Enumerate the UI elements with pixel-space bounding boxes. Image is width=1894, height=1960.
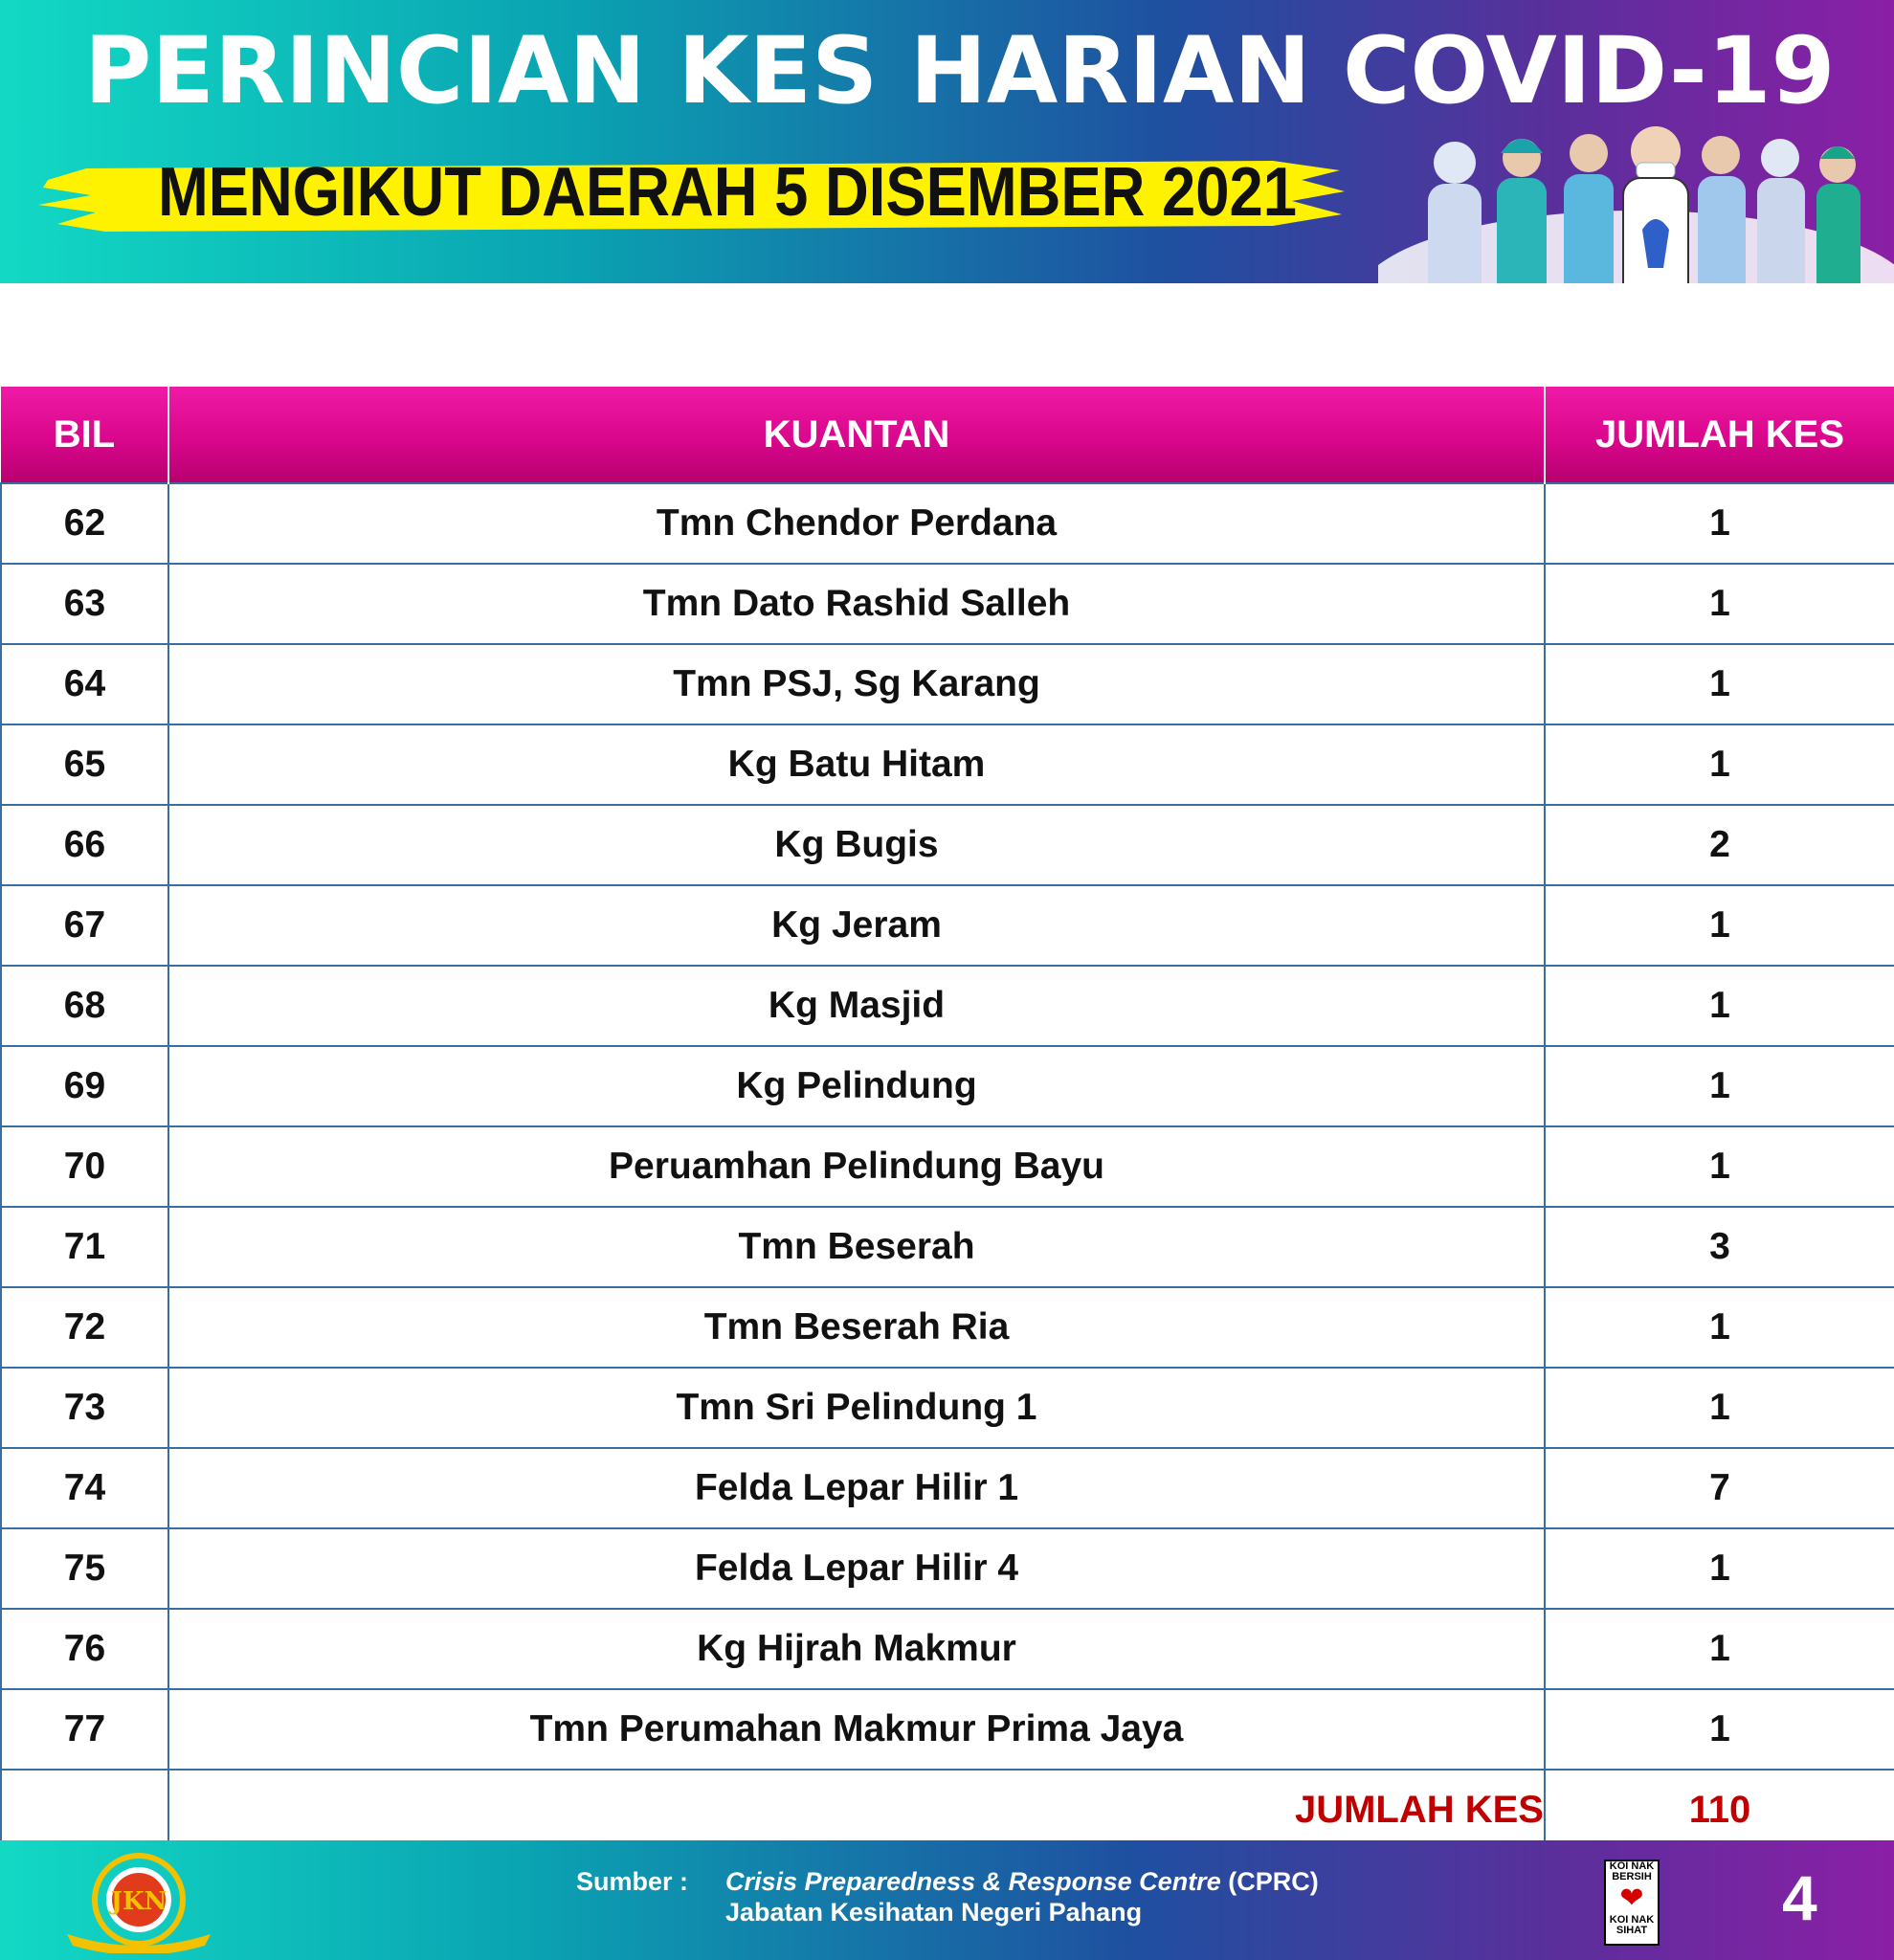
row-count: 3 bbox=[1545, 1207, 1894, 1287]
row-location: Felda Lepar Hilir 1 bbox=[168, 1448, 1545, 1528]
spacer-band bbox=[0, 283, 1894, 387]
row-location: Peruamhan Pelindung Bayu bbox=[168, 1126, 1545, 1207]
koi-top-text: KOI NAK BERSIH bbox=[1609, 1860, 1655, 1882]
row-bil: 67 bbox=[1, 885, 168, 966]
row-bil: 63 bbox=[1, 564, 168, 644]
source-line-1 bbox=[725, 1867, 1319, 1897]
table-row bbox=[1, 1046, 1894, 1126]
row-count: 2 bbox=[1545, 805, 1894, 885]
table-row bbox=[1, 483, 1894, 564]
row-bil: 74 bbox=[1, 1448, 168, 1528]
row-bil: 77 bbox=[1, 1689, 168, 1770]
table-row bbox=[1, 564, 1894, 644]
row-bil: 64 bbox=[1, 644, 168, 724]
row-location: Tmn Sri Pelindung 1 bbox=[168, 1368, 1545, 1448]
source-name: Crisis Preparedness & Response Centre bbox=[725, 1867, 1221, 1896]
row-location: Felda Lepar Hilir 4 bbox=[168, 1528, 1545, 1609]
row-count: 1 bbox=[1545, 1368, 1894, 1448]
row-count: 1 bbox=[1545, 724, 1894, 805]
total-label: JUMLAH KES bbox=[168, 1770, 1545, 1850]
column-header-district: KUANTAN bbox=[168, 387, 1545, 483]
row-bil: 66 bbox=[1, 805, 168, 885]
row-count: 7 bbox=[1545, 1448, 1894, 1528]
table-row bbox=[1, 644, 1894, 724]
table-row bbox=[1, 1207, 1894, 1287]
row-bil: 73 bbox=[1, 1368, 168, 1448]
table-row bbox=[1, 1689, 1894, 1770]
table-row bbox=[1, 724, 1894, 805]
table-row bbox=[1, 1609, 1894, 1689]
row-count: 1 bbox=[1545, 644, 1894, 724]
row-count: 1 bbox=[1545, 885, 1894, 966]
row-bil: 76 bbox=[1, 1609, 168, 1689]
table-row bbox=[1, 805, 1894, 885]
row-location: Kg Bugis bbox=[168, 805, 1545, 885]
source-line-2: Jabatan Kesihatan Negeri Pahang bbox=[725, 1898, 1143, 1927]
total-empty-cell bbox=[1, 1770, 168, 1850]
header-banner bbox=[0, 0, 1894, 283]
table-row bbox=[1, 885, 1894, 966]
row-count: 1 bbox=[1545, 1287, 1894, 1368]
total-value: 110 bbox=[1545, 1770, 1894, 1850]
row-bil: 65 bbox=[1, 724, 168, 805]
column-header-bil: BIL bbox=[1, 387, 168, 483]
row-location: Kg Jeram bbox=[168, 885, 1545, 966]
row-location: Tmn Beserah Ria bbox=[168, 1287, 1545, 1368]
table-row bbox=[1, 1126, 1894, 1207]
row-location: Kg Masjid bbox=[168, 966, 1545, 1046]
row-count: 1 bbox=[1545, 564, 1894, 644]
cases-table bbox=[0, 387, 1894, 1851]
row-count: 1 bbox=[1545, 483, 1894, 564]
table-header-row bbox=[1, 387, 1894, 483]
page-number: 4 bbox=[1782, 1862, 1817, 1933]
row-bil: 69 bbox=[1, 1046, 168, 1126]
table-row bbox=[1, 966, 1894, 1046]
table-row bbox=[1, 1528, 1894, 1609]
row-location: Kg Batu Hitam bbox=[168, 724, 1545, 805]
row-bil: 71 bbox=[1, 1207, 168, 1287]
page-subtitle: MENGIKUT DAERAH 5 DISEMBER 2021 bbox=[158, 154, 1297, 231]
table-row bbox=[1, 1448, 1894, 1528]
row-bil: 62 bbox=[1, 483, 168, 564]
row-location: Kg Pelindung bbox=[168, 1046, 1545, 1126]
page-title: PERINCIAN KES HARIAN COVID-19 bbox=[84, 17, 1836, 124]
healthcare-workers-illustration bbox=[1378, 115, 1894, 283]
source-label: Sumber : bbox=[576, 1867, 689, 1896]
row-bil: 68 bbox=[1, 966, 168, 1046]
row-location: Tmn Dato Rashid Salleh bbox=[168, 564, 1545, 644]
table-row bbox=[1, 1287, 1894, 1368]
total-row bbox=[1, 1770, 1894, 1850]
column-header-count: JUMLAH KES bbox=[1545, 387, 1894, 483]
row-location: Tmn Chendor Perdana bbox=[168, 483, 1545, 564]
row-count: 1 bbox=[1545, 1609, 1894, 1689]
row-bil: 70 bbox=[1, 1126, 168, 1207]
koi-bottom-text: KOI NAK SIHAT bbox=[1609, 1914, 1655, 1936]
row-count: 1 bbox=[1545, 1046, 1894, 1126]
row-bil: 72 bbox=[1, 1287, 168, 1368]
jkn-seal-icon bbox=[57, 1850, 220, 1953]
row-count: 1 bbox=[1545, 1528, 1894, 1609]
row-location: Tmn Beserah bbox=[168, 1207, 1545, 1287]
row-count: 1 bbox=[1545, 1126, 1894, 1207]
row-location: Tmn PSJ, Sg Karang bbox=[168, 644, 1545, 724]
svg-text:JKN: JKN bbox=[110, 1887, 167, 1916]
koi-nak-sihat-badge bbox=[1604, 1860, 1660, 1946]
table-row bbox=[1, 1368, 1894, 1448]
row-location: Tmn Perumahan Makmur Prima Jaya bbox=[168, 1689, 1545, 1770]
heart-icon: ❤ bbox=[1619, 1882, 1644, 1914]
row-bil: 75 bbox=[1, 1528, 168, 1609]
row-count: 1 bbox=[1545, 966, 1894, 1046]
row-location: Kg Hijrah Makmur bbox=[168, 1609, 1545, 1689]
source-abbr: (CPRC) bbox=[1220, 1867, 1319, 1896]
footer-bar bbox=[0, 1840, 1894, 1960]
row-count: 1 bbox=[1545, 1689, 1894, 1770]
